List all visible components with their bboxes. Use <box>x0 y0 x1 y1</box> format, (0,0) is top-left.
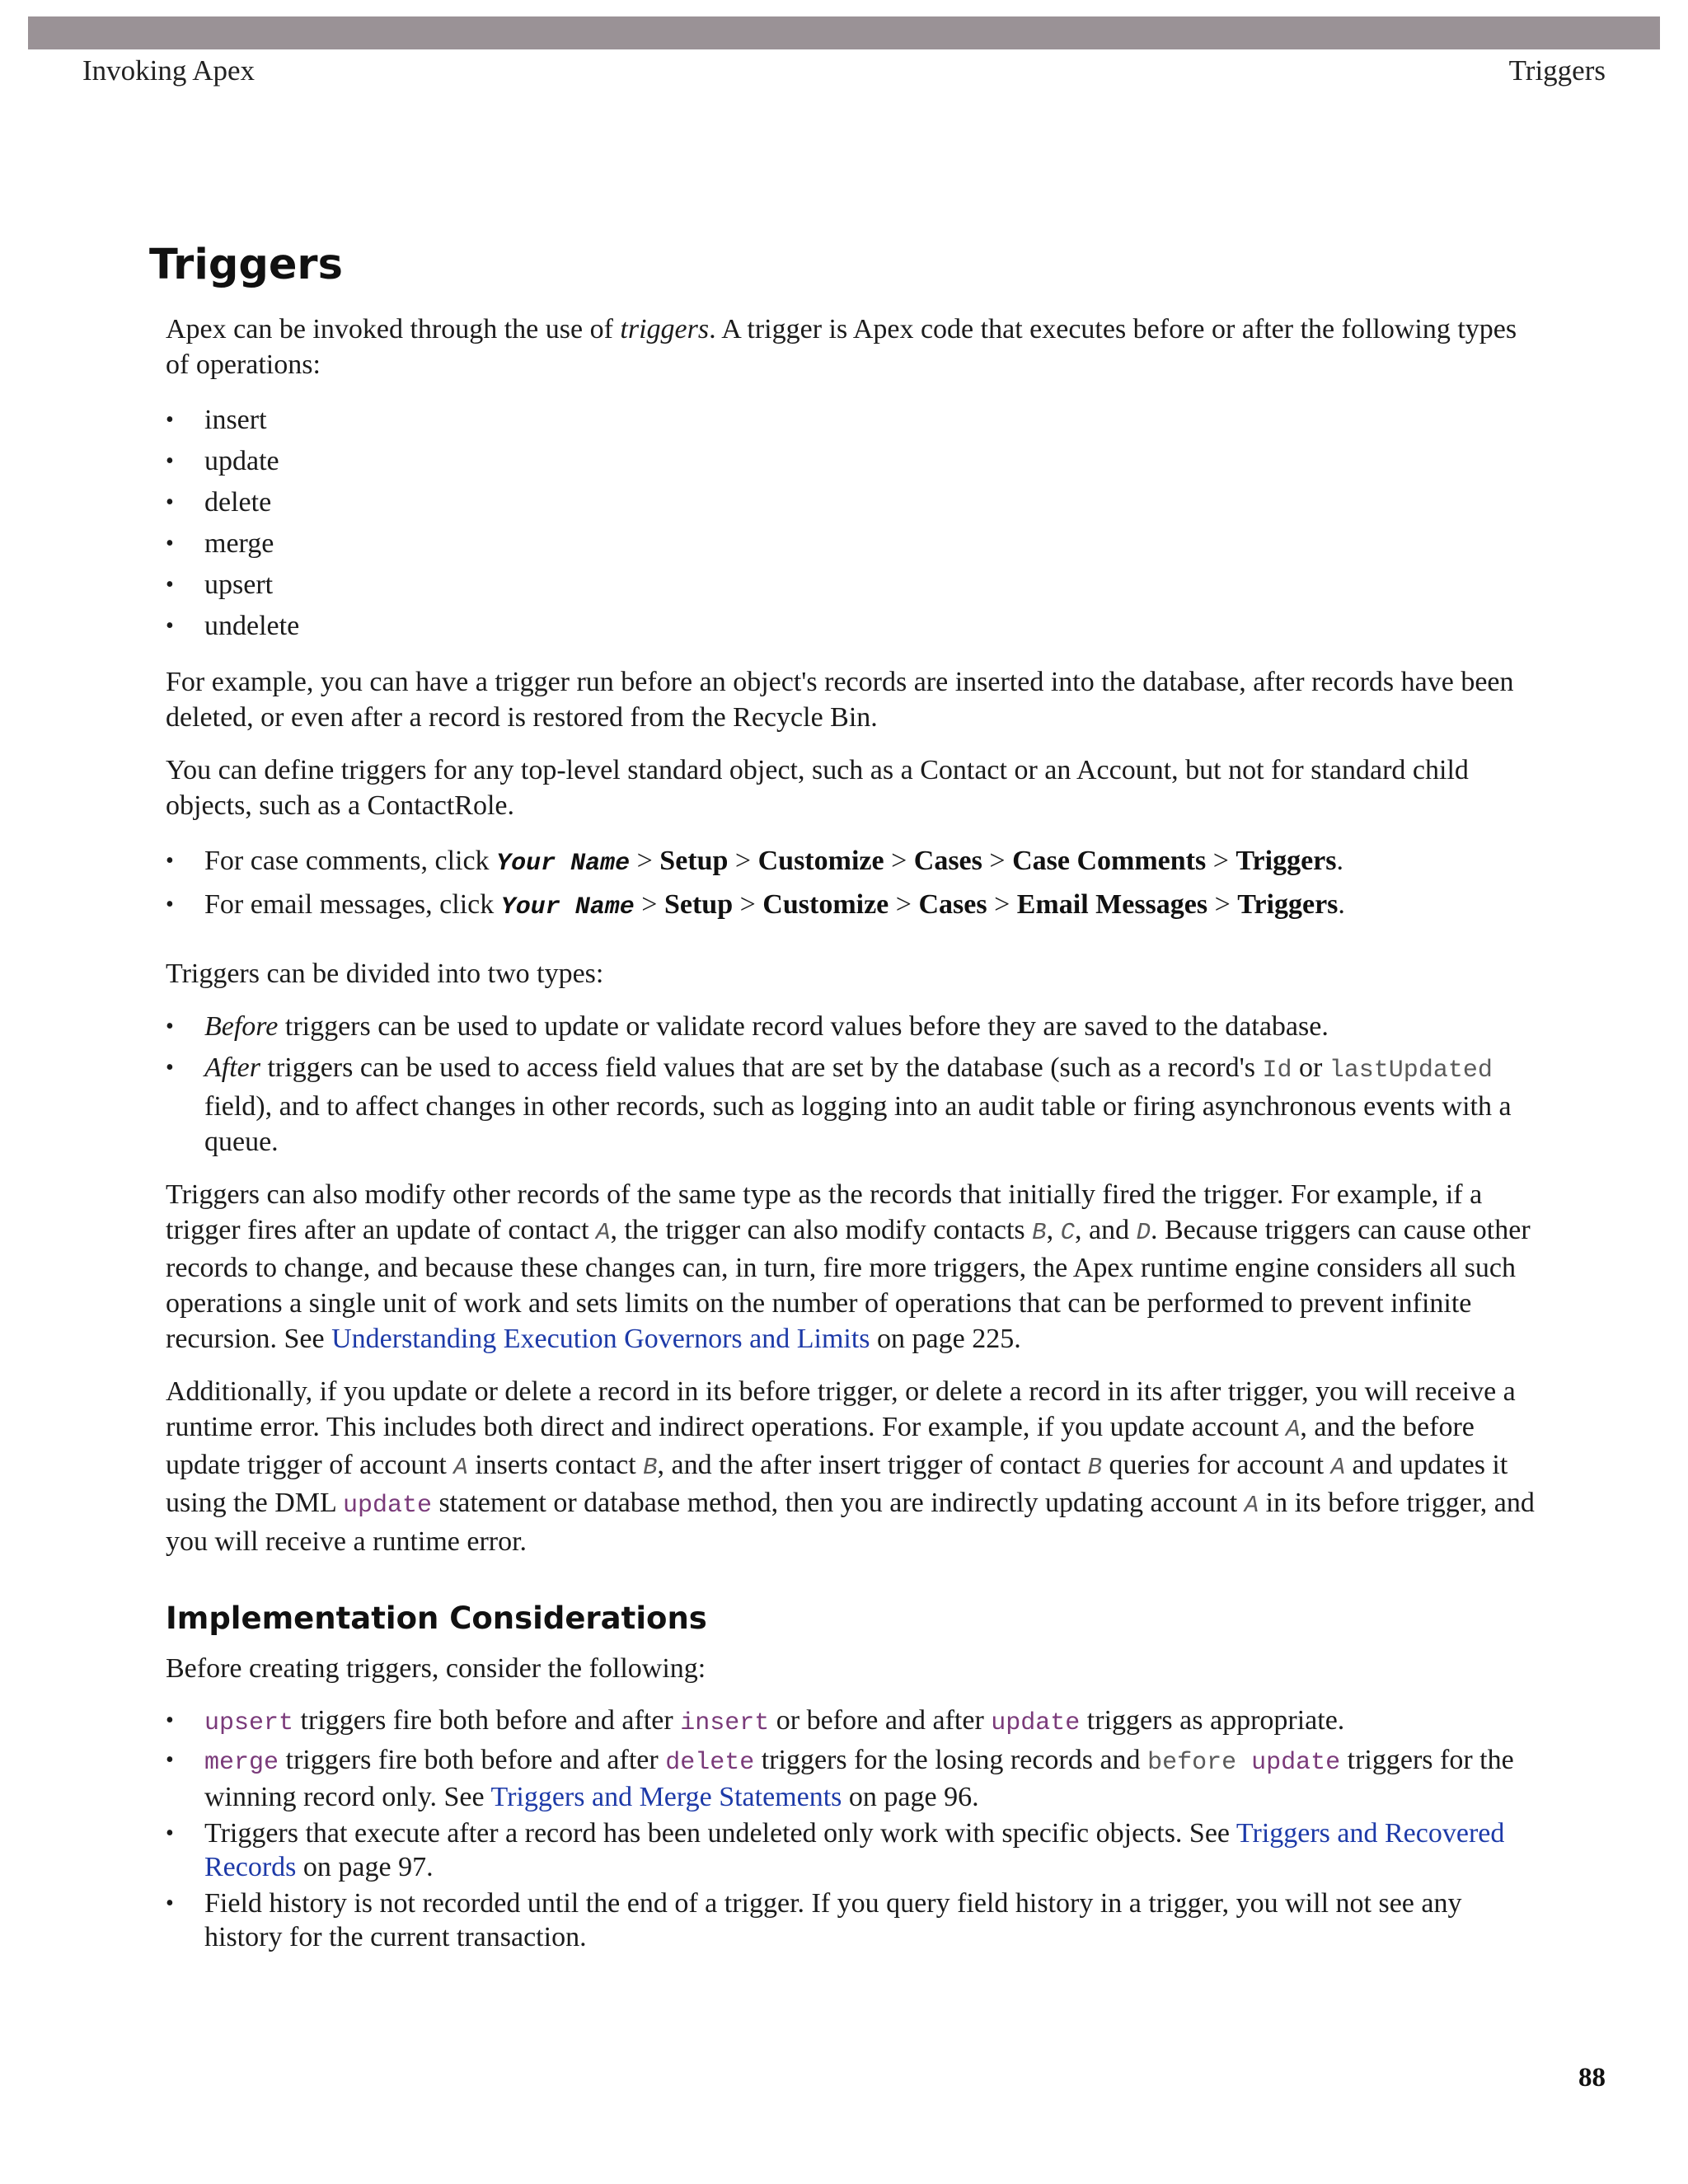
before-trigger-item: • Before triggers can be used to update or validate record values before they are saved to the database. <box>166 1009 1544 1044</box>
header-bar <box>28 16 1660 49</box>
implementation-heading: Implementation Considerations <box>166 1601 707 1636</box>
modify-paragraph: Triggers can also modify other records of the same type as the records that initially fired the trigger. For example, if a trigger fires after an update of contact A, the trigger can also modify contacts B, C, and D. Because triggers can cause other records to change, and because these changes can, in turn, fire more triggers, the Apex runtime engine considers all such operations a single unit of work and sets limits on the number of operations that can be performed to prevent infinite recursion. See Understanding Execution Governors and Limits on page 225. <box>166 1179 1531 1354</box>
types-intro: Triggers can be divided into two types: <box>166 958 604 989</box>
operations-list <box>166 400 1544 647</box>
after-trigger-item: • After triggers can be used to access field values that are set by the database (such as a record's Id or lastUpdated field), and to affect changes in other records, such as logging into an audit table or firing asynchronous events with a queue. <box>166 1050 1544 1160</box>
undelete-item: • Triggers that execute after a record has been undeleted only work with specific objects. See Triggers and Recovered Records on page 97. <box>166 1816 1544 1884</box>
list-item: • insert <box>166 400 1544 441</box>
list-item: • upsert <box>166 565 1544 606</box>
list-item: • delete <box>166 482 1544 523</box>
implementation-list <box>166 1704 1544 1954</box>
field-history-item: • Field history is not recorded until the end of a trigger. If you query field history in a trigger, you will not see any history for the current transaction. <box>166 1886 1544 1954</box>
upsert-item: • upsert triggers fire both before and after insert or before and after update triggers as appropriate. <box>166 1704 1544 1741</box>
nav-email-messages: • For email messages, click Your Name > Setup > Customize > Cases > Email Messages > Triggers. <box>166 884 1544 928</box>
define-paragraph: You can define triggers for any top-level standard object, such as a Contact or an Account, but not for standard child objects, such as a ContactRole. <box>166 755 1469 821</box>
page-number: 88 <box>1578 2063 1606 2093</box>
page-title: Triggers <box>149 241 343 289</box>
recovered-records-link[interactable]: Triggers and Recovered Records <box>204 1818 1505 1882</box>
trigger-types-list <box>166 1009 1544 1160</box>
implementation-intro: Before creating triggers, consider the following: <box>166 1653 706 1684</box>
nav-case-comments: • For case comments, click Your Name > Setup > Customize > Cases > Case Comments > Triggers. <box>166 841 1544 884</box>
body-content <box>166 312 1544 1971</box>
example-paragraph: For example, you can have a trigger run before an object's records are inserted into the database, after records have been deleted, or even after a record is restored from the Recycle Bin. <box>166 667 1514 733</box>
list-item: • undelete <box>166 606 1544 647</box>
merge-statements-link[interactable]: Triggers and Merge Statements <box>490 1782 842 1812</box>
governors-limits-link[interactable]: Understanding Execution Governors and Limits <box>331 1324 870 1354</box>
merge-item: • merge triggers fire both before and after delete triggers for the losing records and before update triggers for the winning record only. See Triggers and Merge Statements on page 96. <box>166 1743 1544 1814</box>
navigation-list <box>166 841 1544 928</box>
intro-paragraph: Apex can be invoked through the use of triggers. A trigger is Apex code that executes before or after the following types of operations: <box>166 314 1517 380</box>
list-item: • merge <box>166 523 1544 565</box>
list-item: • update <box>166 441 1544 482</box>
running-header-left: Invoking Apex <box>82 54 256 87</box>
running-header-right: Triggers <box>1508 54 1606 87</box>
additional-paragraph: Additionally, if you update or delete a record in its before trigger, or delete a record in its after trigger, you will receive a runtime error. This includes both direct and indirect operations. For example, if you update account A, and the before update trigger of account A inserts contact B, and the after insert trigger of contact B queries for account A and updates it using the DML update statement or database method, then you are indirectly updating account A in its before trigger, and you will receive a runtime error. <box>166 1376 1535 1557</box>
